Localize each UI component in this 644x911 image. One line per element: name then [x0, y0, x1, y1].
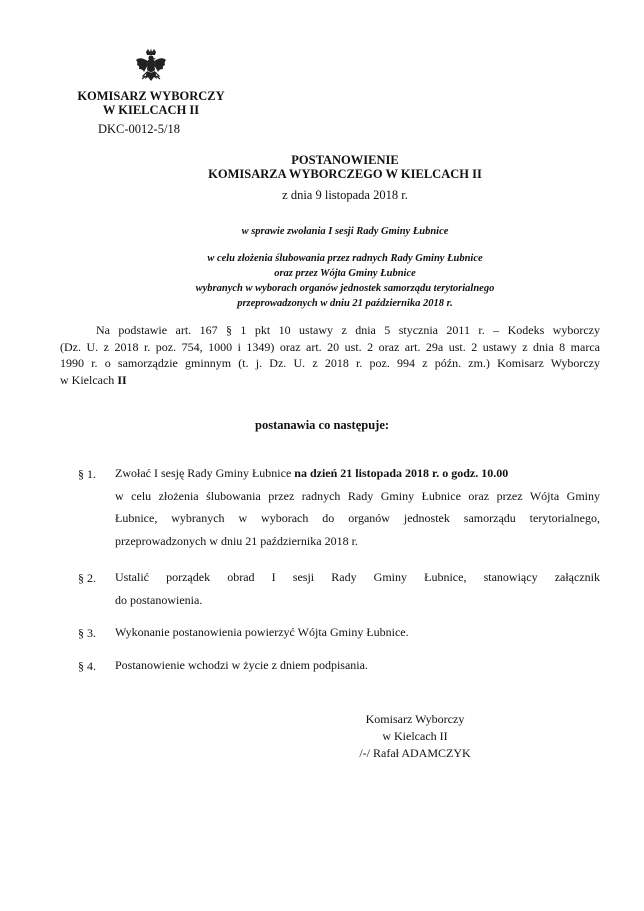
reference-number: DKC-0012-5/18 — [98, 122, 180, 136]
legal-basis-line-4-text: w Kielcach — [60, 372, 118, 387]
polish-eagle-emblem-icon — [134, 48, 168, 88]
paragraph-1-line-4: przeprowadzonych w dniu 21 października 2018 r. — [115, 533, 358, 548]
issuer-name: KOMISARZ WYBORCZY — [77, 89, 225, 103]
title-line-2: KOMISARZA WYBORCZEGO W KIELCACH II — [208, 167, 482, 181]
signature-name: /-/ Rafał ADAMCZYK — [359, 746, 471, 760]
paragraph-1-line-3: Łubnice, wybranych w wyborach do organów jednostek samorządu terytorialnego, — [115, 511, 600, 525]
paragraph-2-line-1: Ustalić porządek obrad I sesji Rady Gminy Łubnice, stanowiący załącznik — [115, 570, 600, 584]
legal-basis-line-1: Na podstawie art. 167 § 1 pkt 10 ustawy z dnia 5 stycznia 2011 r. – Kodeks wyborczy — [96, 323, 600, 337]
document-date: z dnia 9 listopada 2018 r. — [282, 188, 408, 202]
paragraph-4-line-1: Postanowienie wchodzi w życie z dniem podpisania. — [115, 658, 368, 672]
paragraph-4 — [115, 654, 600, 677]
paragraph-1-line-1-bold: na dzień 21 listopada 2018 r. o godz. 10.00 — [294, 466, 509, 480]
purpose-block — [120, 251, 570, 311]
title-line-1: POSTANOWIENIE — [291, 153, 399, 167]
paragraph-3-line-1: Wykonanie postanowienia powierzyć Wójta Gminy Łubnice. — [115, 625, 409, 639]
paragraph-number-4: § 4. — [78, 659, 96, 673]
paragraph-1-line-1-text: Zwołać I sesję Rady Gminy Łubnice — [115, 466, 295, 480]
paragraph-2-line-2: do postanowienia. — [115, 592, 203, 607]
signature-location: w Kielcach II — [382, 729, 448, 743]
legal-basis-line-2: (Dz. U. z 2018 r. poz. 754, 1000 i 1349) oraz art. 20 ust. 2 oraz art. 29a ust. 2 ustawy z dnia 8 marca — [60, 339, 600, 354]
legal-basis — [60, 322, 600, 388]
paragraph-3 — [115, 621, 600, 644]
legal-basis-line-4-bold: II — [117, 372, 127, 387]
paragraph-2 — [115, 566, 600, 611]
purpose-line-4: przeprowadzonych w dniu 21 października 2018 r. — [237, 298, 453, 309]
paragraph-1-line-1 — [115, 462, 600, 485]
document-title — [150, 153, 540, 181]
purpose-line-2: oraz przez Wójta Gminy Łubnice — [274, 268, 416, 279]
paragraph-number-1: § 1. — [78, 467, 96, 481]
subject-line: w sprawie zwołania I sesji Rady Gminy Łubnice — [241, 226, 449, 237]
purpose-line-1: w celu złożenia ślubowania przez radnych Rady Gminy Łubnice — [207, 253, 483, 264]
paragraph-1-line-2: w celu złożenia ślubowania przez radnych Rady Gminy Łubnice oraz przez Wójta Gminy — [115, 488, 600, 503]
signature-title: Komisarz Wyborczy — [365, 712, 465, 726]
paragraph-1 — [115, 462, 600, 552]
legal-basis-line-3: 1990 r. o samorządzie gminnym (t. j. Dz. U. z 2018 r. poz. 994 z późn. zm.) Komisarz Wyborczy — [60, 356, 600, 370]
decision-heading: postanawia co następuje: — [255, 418, 390, 432]
issuer-location: W KIELCACH II — [102, 103, 200, 117]
legal-basis-line-4 — [60, 372, 600, 389]
issuer-block — [60, 89, 242, 117]
paragraph-number-3: § 3. — [78, 626, 96, 640]
purpose-line-3: wybranych w wyborach organów jednostek samorządu terytorialnego — [195, 283, 495, 294]
signature-block — [340, 711, 490, 762]
paragraph-number-2: § 2. — [78, 571, 96, 585]
